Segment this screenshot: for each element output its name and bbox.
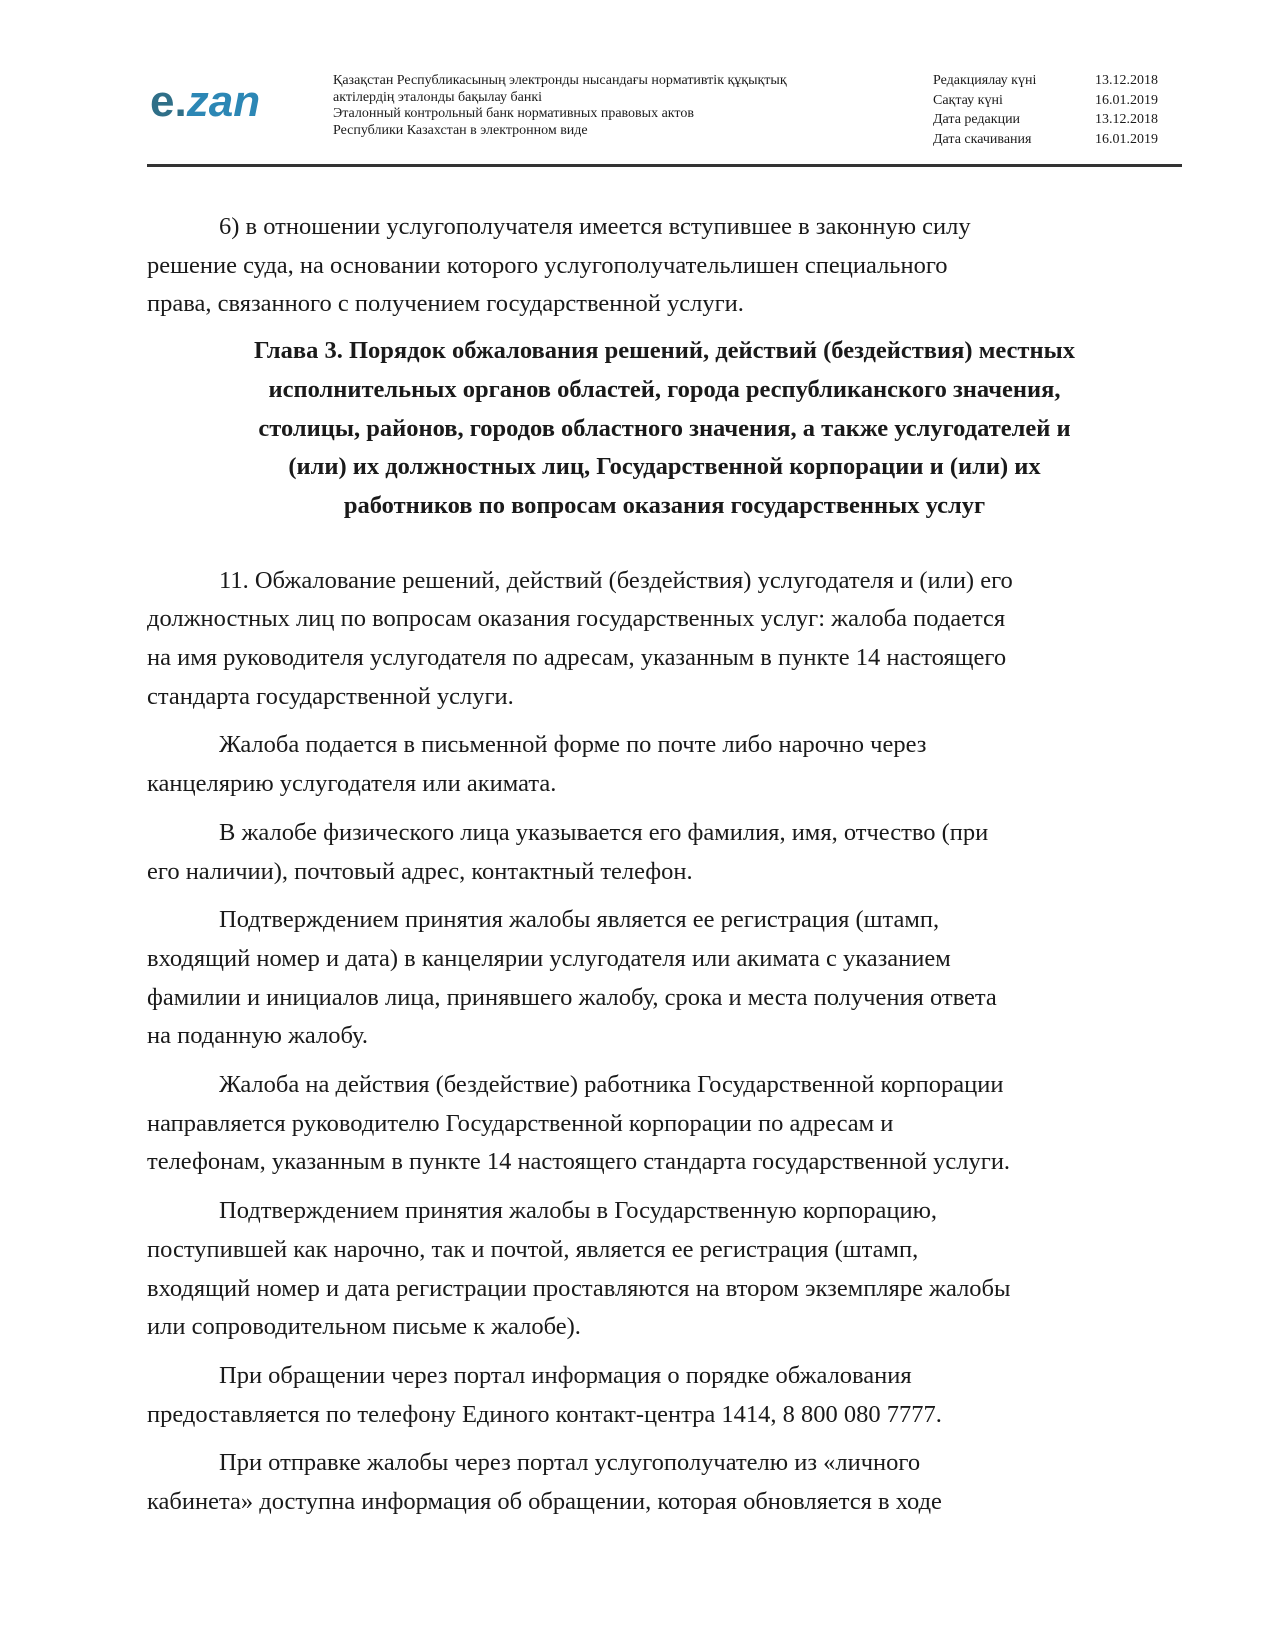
text-line: входящий номер и дата) в канцелярии услугодателя или акимата с указанием: [147, 944, 951, 972]
date-value: 16.01.2019: [1095, 92, 1158, 108]
text-line: решение суда, на основании которого услугополучательлишен специального: [147, 251, 948, 279]
heading-line: исполнительных органов областей, города республиканского значения,: [268, 375, 1061, 403]
header-line: Эталонный контрольный банк нормативных правовых актов: [333, 106, 694, 121]
text-line: канцелярию услугодателя или акимата.: [147, 770, 557, 798]
text-line: или сопроводительном письме к жалобе).: [147, 1313, 581, 1341]
logo-dot: .: [174, 77, 187, 126]
text-line: его наличии), почтовый адрес, контактный телефон.: [147, 857, 693, 885]
date-value: 16.01.2019: [1095, 131, 1158, 147]
paragraph-continuation: [147, 600, 1182, 716]
date-row: [933, 91, 1183, 111]
heading-line: работников по вопросам оказания государственных услуг: [343, 491, 986, 519]
ezan-logo: [150, 77, 261, 126]
header-dates: [933, 71, 1183, 149]
date-value: 13.12.2018: [1095, 112, 1158, 127]
paragraph-continuation: [147, 1231, 1182, 1347]
paragraph: [147, 1444, 1182, 1483]
header-line: Республики Казахстан в электронном виде: [333, 122, 588, 138]
document-body: [147, 208, 1182, 1522]
header-line: Қазақстан Республикасының электронды нысандағы нормативтік құқықтық: [333, 73, 787, 88]
header-line: актілердің эталонды бақылау банкі: [333, 89, 543, 105]
logo-e: e: [150, 77, 175, 126]
text-line: входящий номер и дата регистрации проставляются на втором экземпляре жалобы: [147, 1274, 1011, 1302]
text-line: Подтверждением принятия жалобы в Государственную корпорацию,: [219, 1197, 938, 1225]
date-row: [933, 130, 1183, 150]
text-line: стандарта государственной услуги.: [147, 682, 514, 710]
date-label: Дата редакции: [933, 112, 1021, 127]
text-line: В жалобе физического лица указывается его фамилия, имя, отчество (при: [219, 818, 989, 846]
text-line: права, связанного с получением государственной услуги.: [147, 290, 744, 318]
date-label: Редакциялау күні: [933, 73, 1037, 88]
header-divider: [147, 164, 1182, 167]
text-line: направляется руководителю Государственной корпорации по адресам и: [147, 1109, 894, 1137]
text-line: 6) в отношении услугополучателя имеется вступившее в законную силу: [219, 213, 971, 240]
text-line: Жалоба подается в письменной форме по почте либо нарочно через: [219, 731, 927, 759]
paragraph-continuation: [147, 1105, 1182, 1182]
paragraph-continuation: [147, 1396, 1182, 1435]
chapter-heading: [147, 332, 1182, 526]
heading-line: столицы, районов, городов областного значения, а также услугодателей и: [258, 414, 1071, 442]
text-line: должностных лиц по вопросам оказания государственных услуг: жалоба подается: [147, 605, 1006, 633]
text-line: фамилии и инициалов лица, принявшего жалобу, срока и места получения ответа: [147, 983, 997, 1011]
paragraph: [147, 208, 1182, 247]
date-row: [933, 110, 1183, 130]
text-line: 11. Обжалование решений, действий (бездействия) услугодателя и (или) его: [219, 566, 1013, 594]
paragraph: [147, 1066, 1182, 1105]
date-label: Сақтау күні: [933, 92, 1003, 108]
paragraph-continuation: [147, 940, 1182, 1056]
text-line: поступившей как нарочно, так и почтой, является ее регистрация (штамп,: [147, 1235, 919, 1263]
date-label: Дата скачивания: [933, 131, 1032, 147]
paragraph-continuation: [147, 247, 1182, 324]
text-line: предоставляется по телефону Единого контакт-центра 1414, 8 800 080 7777.: [147, 1400, 942, 1428]
paragraph: [147, 726, 1182, 765]
paragraph: [147, 1357, 1182, 1396]
paragraph-continuation: [147, 853, 1182, 892]
header-bank-title: [333, 73, 893, 139]
paragraph-continuation: [147, 1483, 1182, 1522]
text-line: При обращении через портал информация о порядке обжалования: [219, 1361, 912, 1389]
heading-line: Глава 3. Порядок обжалования решений, действий (бездействия) местных: [254, 337, 1075, 365]
text-line: Жалоба на действия (бездействие) работника Государственной корпорации: [219, 1071, 1004, 1099]
paragraph: [147, 901, 1182, 940]
text-line: При отправке жалобы через портал услугополучателю из «личного: [219, 1449, 921, 1477]
text-line: телефонам, указанным в пункте 14 настоящего стандарта государственной услуги.: [147, 1148, 1011, 1176]
paragraph: [147, 814, 1182, 853]
paragraph: [147, 562, 1182, 601]
heading-line: (или) их должностных лиц, Государственной корпорации и (или) их: [288, 453, 1041, 481]
text-line: Подтверждением принятия жалобы является ее регистрация (штамп,: [219, 906, 940, 934]
text-line: на имя руководителя услугодателя по адресам, указанным в пункте 14 настоящего: [147, 644, 1007, 672]
document-header: [147, 66, 1182, 164]
paragraph-continuation: [147, 765, 1182, 804]
text-line: на поданную жалобу.: [147, 1022, 368, 1050]
date-row: [933, 71, 1183, 91]
date-value: 13.12.2018: [1095, 73, 1158, 88]
text-line: кабинета» доступна информация об обращении, которая обновляется в ходе: [147, 1488, 942, 1516]
paragraph: [147, 1192, 1182, 1231]
logo-zan: zan: [186, 77, 261, 126]
